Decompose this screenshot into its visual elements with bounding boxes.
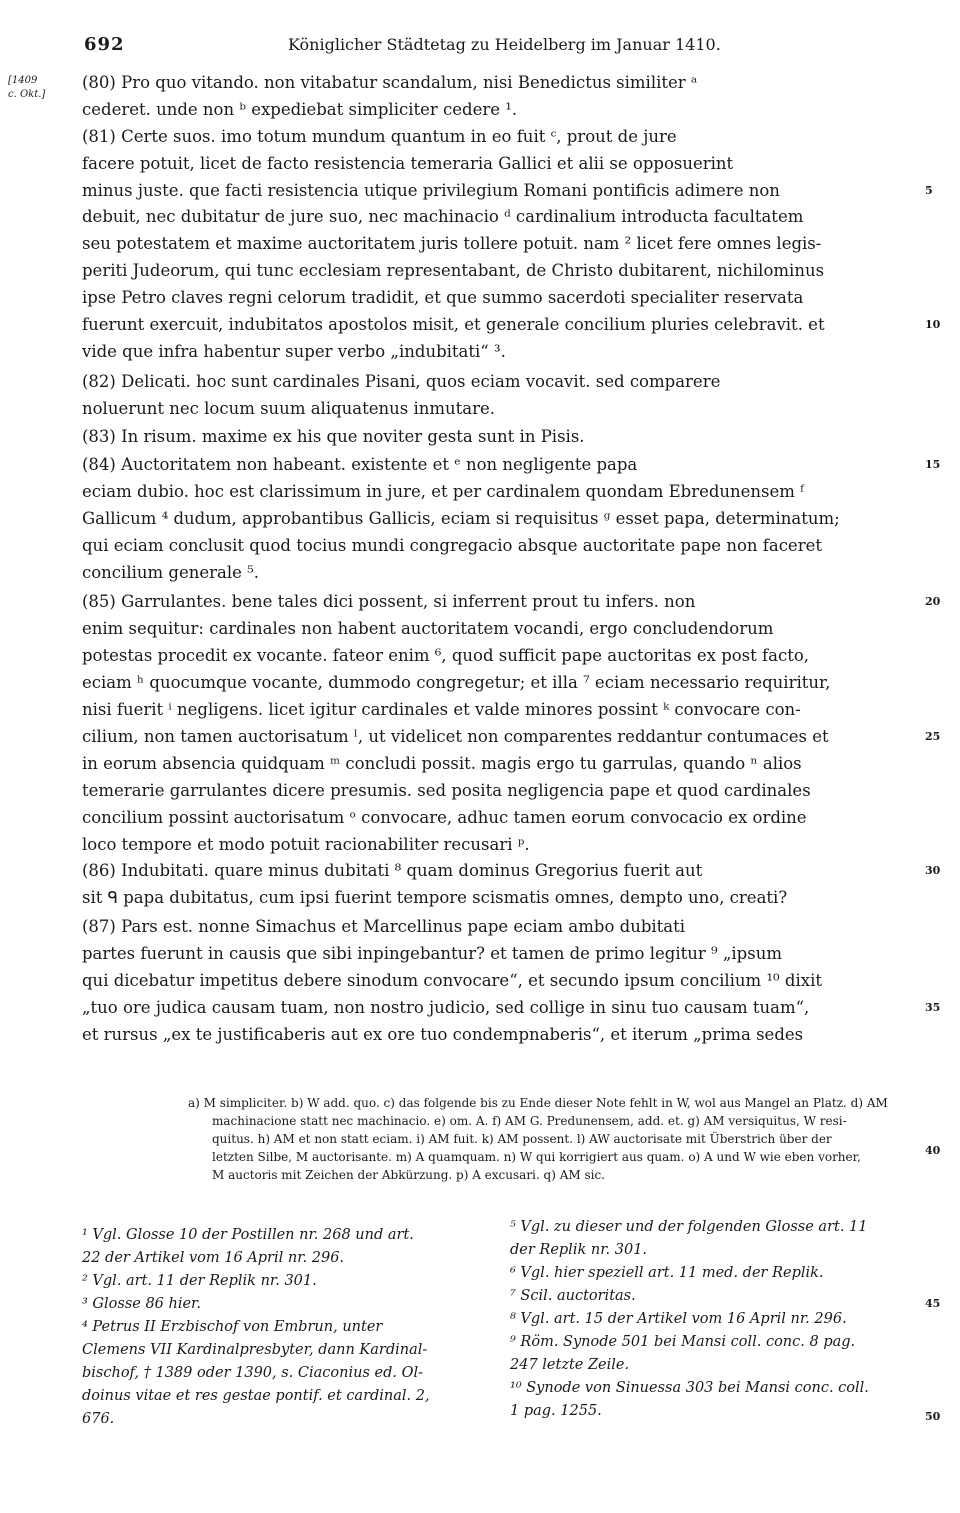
apparatus-line: quitus. h) AM et non statt eciam. i) AM fuit. k) AM possent. l) AW auctorisate mit Überstrich über der [212, 1132, 832, 1146]
footnote-line: bischof, † 1389 oder 1390, s. Ciaconius ed. Ol- [82, 1365, 423, 1381]
text-line: (83) In risum. maxime ex his que noviter gesta sunt in Pisis. [82, 427, 585, 446]
text-line: qui eciam conclusit quod tocius mundi congregacio absque auctoritate pape non faceret [82, 536, 822, 555]
text-line: (82) Delicati. hoc sunt cardinales Pisani, quos eciam vocavit. sed comparere [82, 372, 721, 391]
footnote-line: ⁶ Vgl. hier speziell art. 11 med. der Replik. [510, 1265, 824, 1281]
text-line: cederet. unde non ᵇ expediebat simpliciter cedere ¹. [82, 100, 518, 119]
text-line: (81) Certe suos. imo totum mundum quantum in eo fuit ᶜ, prout de jure [82, 127, 677, 146]
text-line: seu potestatem et maxime auctoritatem juris tollere potuit. nam ² licet fere omnes legis- [82, 234, 822, 253]
text-line: sit ᑫ papa dubitatus, cum ipsi fuerint tempore scismatis omnes, dempto uno, creati? [82, 888, 788, 907]
text-line: facere potuit, licet de facto resistencia temeraria Gallici et alii se opposuerint [82, 154, 734, 173]
footnote-line: ¹⁰ Synode von Sinuessa 303 bei Mansi conc. coll. [510, 1380, 869, 1396]
line-number: 40 [925, 1144, 941, 1157]
text-line: (85) Garrulantes. bene tales dici possent, si inferrent prout tu infers. non [82, 592, 696, 611]
footnote-line: 247 letzte Zeile. [510, 1357, 630, 1373]
text-line: periti Judeorum, qui tunc ecclesiam representabant, de Christo dubitarent, nichilominus [82, 261, 825, 280]
text-line: fuerunt exercuit, indubitatos apostolos misit, et generale concilium pluries celebravit. et [82, 315, 825, 334]
text-line: temerarie garrulantes dicere presumis. sed posita negligencia pape et quod cardinales [82, 781, 811, 800]
text-line: qui dicebatur impetitus debere sinodum convocare“, et secundo ipsum concilium ¹⁰ dixit [82, 971, 822, 990]
margin-date-line: c. Okt.] [8, 89, 46, 100]
line-number: 45 [925, 1297, 941, 1310]
apparatus-line: machinacione statt nec machinacio. e) om. A. f) AM G. Predunensem, add. et. g) AM versiquitus, W resi- [212, 1114, 847, 1128]
text-line: eciam ʰ quocumque vocante, dummodo congregetur; et illa ⁷ eciam necessario requiritur, [82, 673, 831, 692]
text-line: noluerunt nec locum suum aliquatenus inmutare. [82, 399, 496, 418]
text-line: (80) Pro quo vitando. non vitabatur scandalum, nisi Benedictus similiter ᵃ [82, 73, 698, 92]
text-line: in eorum absencia quidquam ᵐ concludi possit. magis ergo tu garrulas, quando ⁿ alios [82, 754, 802, 773]
footnote-line: ³ Glosse 86 hier. [82, 1296, 202, 1312]
footnote-line: ⁸ Vgl. art. 15 der Artikel vom 16 April nr. 296. [510, 1311, 847, 1327]
line-number: 25 [925, 730, 941, 743]
footnote-line: ⁷ Scil. auctoritas. [510, 1288, 636, 1304]
apparatus-line: letzten Silbe, M auctorisante. m) A quamquam. n) W qui korrigiert aus quam. o) A und W wie eben vorher, [212, 1150, 861, 1164]
text-line: debuit, nec dubitatur de jure suo, nec machinacio ᵈ cardinalium introducta facultatem [82, 207, 804, 226]
text-line: cilium, non tamen auctorisatum ˡ, ut videlicet non comparentes reddantur contumaces et [82, 727, 829, 746]
text-line: eciam dubio. hoc est clarissimum in jure, et per cardinalem quondam Ebredunensem ᶠ [82, 482, 804, 501]
line-number: 20 [925, 595, 941, 608]
text-line: minus juste. que facti resistencia utique privilegium Romani pontificis adimere non [82, 181, 780, 200]
footnote-line: ¹ Vgl. Glosse 10 der Postillen nr. 268 und art. [82, 1227, 414, 1243]
line-number: 35 [925, 1001, 941, 1014]
line-number: 15 [925, 458, 941, 471]
apparatus-line: M auctoris mit Zeichen der Abkürzung. p) A excusari. q) AM sic. [212, 1168, 605, 1182]
text-line: vide que infra habentur super verbo „indubitati“ ³. [82, 342, 506, 361]
line-number: 50 [925, 1410, 941, 1423]
footnote-line: der Replik nr. 301. [510, 1242, 648, 1258]
text-line: concilium possint auctorisatum ᵒ convocare, adhuc tamen eorum convocacio ex ordine [82, 808, 807, 827]
text-line: ipse Petro claves regni celorum tradidit, et que summo sacerdoti specialiter reservata [82, 288, 804, 307]
text-line: enim sequitur: cardinales non habent auctoritatem vocandi, ergo concludendorum [82, 619, 774, 638]
text-line: et rursus „ex te justificaberis aut ex ore tuo condempnaberis“, et iterum „prima sedes [82, 1025, 804, 1044]
text-line: loco tempore et modo potuit racionabiliter recusari ᵖ. [82, 835, 530, 854]
footnote-line: 1 pag. 1255. [510, 1403, 602, 1419]
margin-date-note [8, 74, 45, 102]
text-line: (84) Auctoritatem non habeant. existente et ᵉ non negligente papa [82, 455, 638, 474]
footnote-line: Clemens VII Kardinalpresbyter, dann Kardinal- [82, 1342, 428, 1358]
text-line: concilium generale ⁵. [82, 563, 259, 582]
line-number: 30 [925, 864, 941, 877]
text-line: „tuo ore judica causam tuam, non nostro judicio, sed collige in sinu tuo causam tuam“, [82, 998, 810, 1017]
margin-date-line: [1409 [8, 75, 38, 86]
line-number: 5 [925, 184, 933, 197]
footnote-line: doinus vitae et res gestae pontif. et cardinal. 2, [82, 1388, 430, 1404]
footnote-line: ² Vgl. art. 11 der Replik nr. 301. [82, 1273, 317, 1289]
footnote-line: ⁵ Vgl. zu dieser und der folgenden Glosse art. 11 [510, 1219, 868, 1235]
text-line: partes fuerunt in causis que sibi inpingebantur? et tamen de primo legitur ⁹ „ipsum [82, 944, 782, 963]
footnote-line: 22 der Artikel vom 16 April nr. 296. [82, 1250, 345, 1266]
running-head: Königlicher Städtetag zu Heidelberg im Januar 1410. [288, 35, 721, 54]
footnote-line: ⁹ Röm. Synode 501 bei Mansi coll. conc. 8 pag. [510, 1334, 856, 1350]
text-line: (86) Indubitati. quare minus dubitati ⁸ quam dominus Gregorius fuerit aut [82, 861, 703, 880]
page-number: 692 [84, 34, 125, 55]
line-number: 10 [925, 318, 941, 331]
text-line: (87) Pars est. nonne Simachus et Marcellinus pape eciam ambo dubitati [82, 917, 686, 936]
apparatus-line: a) M simpliciter. b) W add. quo. c) das folgende bis zu Ende dieser Note fehlt in W, wol aus Mangel an Platz. d) AM [188, 1096, 888, 1110]
footnote-line: 676. [82, 1411, 115, 1427]
footnote-line: ⁴ Petrus II Erzbischof von Embrun, unter [82, 1319, 383, 1335]
text-line: Gallicum ⁴ dudum, approbantibus Gallicis, eciam si requisitus ᵍ esset papa, determinatum; [82, 509, 840, 528]
text-line: nisi fuerit ⁱ negligens. licet igitur cardinales et valde minores possint ᵏ convocare con- [82, 700, 801, 719]
text-line: potestas procedit ex vocante. fateor enim ⁶, quod sufficit pape auctoritas ex post facto, [82, 646, 810, 665]
